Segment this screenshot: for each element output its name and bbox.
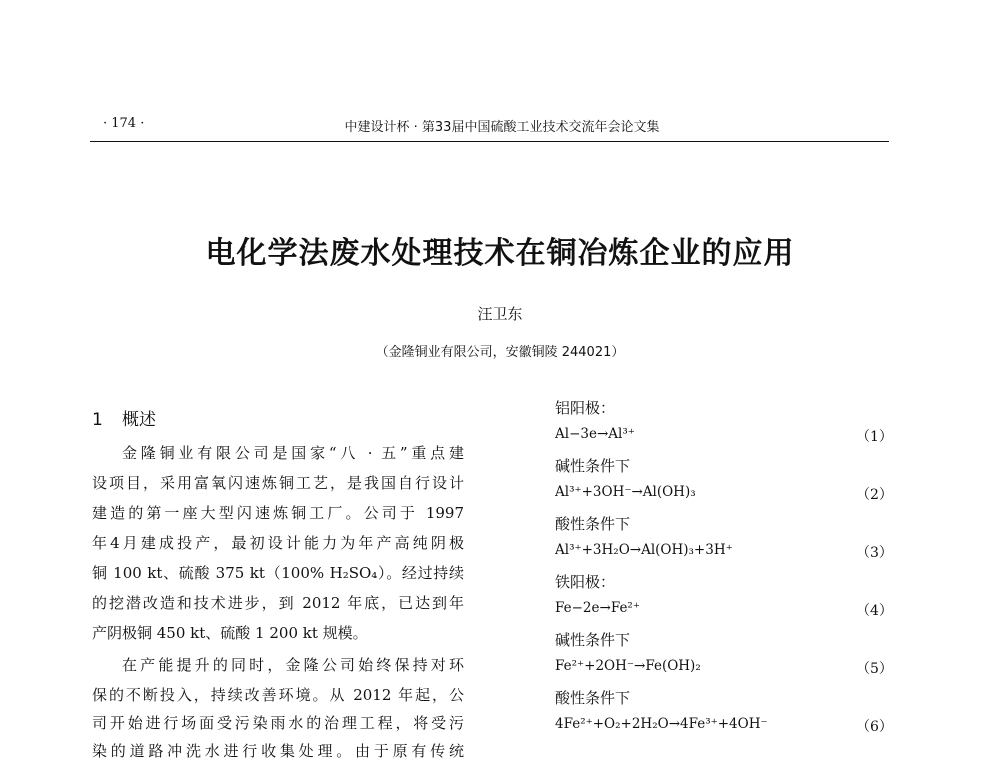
equation-number-3: （3）	[856, 545, 893, 561]
alkaline-label-2: 碱性条件下	[555, 631, 631, 649]
acidic-label-1: 酸性条件下	[555, 515, 631, 533]
equation-3: Al³⁺+3H₂O→Al(OH)₃+3H⁺	[555, 542, 733, 558]
header-rule	[90, 141, 889, 142]
body-line: 铜 100 kt、硫酸 375 kt（100% H₂SO₄）。经过持续	[92, 564, 464, 582]
equation-4: Fe−2e→Fe²⁺	[555, 600, 640, 616]
section-heading	[92, 405, 156, 430]
body-line: 设项目，采用富氧闪速炼铜工艺，是我国自行设计	[92, 474, 464, 492]
equation-1: Al−3e→Al³⁺	[555, 426, 635, 442]
body-line: 建造的第一座大型闪速炼铜工厂。公司于 1997	[92, 504, 464, 522]
body-line: 染的道路冲洗水进行收集处理。由于原有传统	[92, 742, 464, 760]
affiliation: （金隆铜业有限公司，安徽铜陵 244021）	[375, 345, 625, 360]
equation-number-2: （2）	[856, 487, 893, 503]
alkaline-label-1: 碱性条件下	[555, 457, 631, 475]
section-number: 1	[92, 410, 103, 430]
equation-number-5: （5）	[856, 661, 893, 677]
body-line: 年4月建成投产，最初设计能力为年产高纯阴极	[92, 534, 464, 552]
equation-number-6: （6）	[856, 719, 893, 735]
equation-number-1: （1）	[856, 429, 893, 445]
page-number: · 174 ·	[103, 116, 145, 131]
body-line: 保的不断投入，持续改善环境。从 2012 年起，公	[92, 686, 464, 704]
section-title: 概述	[122, 410, 156, 430]
equation-6: 4Fe²⁺+O₂+2H₂O→4Fe³⁺+4OH⁻	[555, 716, 768, 732]
al-anode-label: 铝阳极：	[555, 399, 616, 417]
equation-number-4: （4）	[856, 603, 893, 619]
body-line: 在产能提升的同时，金隆公司始终保持对环	[122, 656, 464, 674]
paper-title: 电化学法废水处理技术在铜冶炼企业的应用	[205, 236, 795, 271]
equation-2: Al³⁺+3OH⁻→Al(OH)₃	[555, 484, 696, 500]
body-line: 的挖潜改造和技术进步，到 2012 年底，已达到年	[92, 594, 464, 612]
body-line: 司开始进行场面受污染雨水的治理工程，将受污	[92, 714, 464, 732]
acidic-label-2: 酸性条件下	[555, 689, 631, 707]
running-head: 中建设计杯 · 第33届中国硫酸工业技术交流年会论文集	[344, 120, 660, 135]
fe-anode-label: 铁阳极：	[555, 573, 616, 591]
author-name: 汪卫东	[477, 305, 523, 323]
body-line: 金隆铜业有限公司是国家“八 · 五”重点建	[122, 444, 464, 462]
equation-5: Fe²⁺+2OH⁻→Fe(OH)₂	[555, 658, 701, 674]
body-line: 产阴极铜 450 kt、硫酸 1 200 kt 规模。	[92, 624, 368, 642]
